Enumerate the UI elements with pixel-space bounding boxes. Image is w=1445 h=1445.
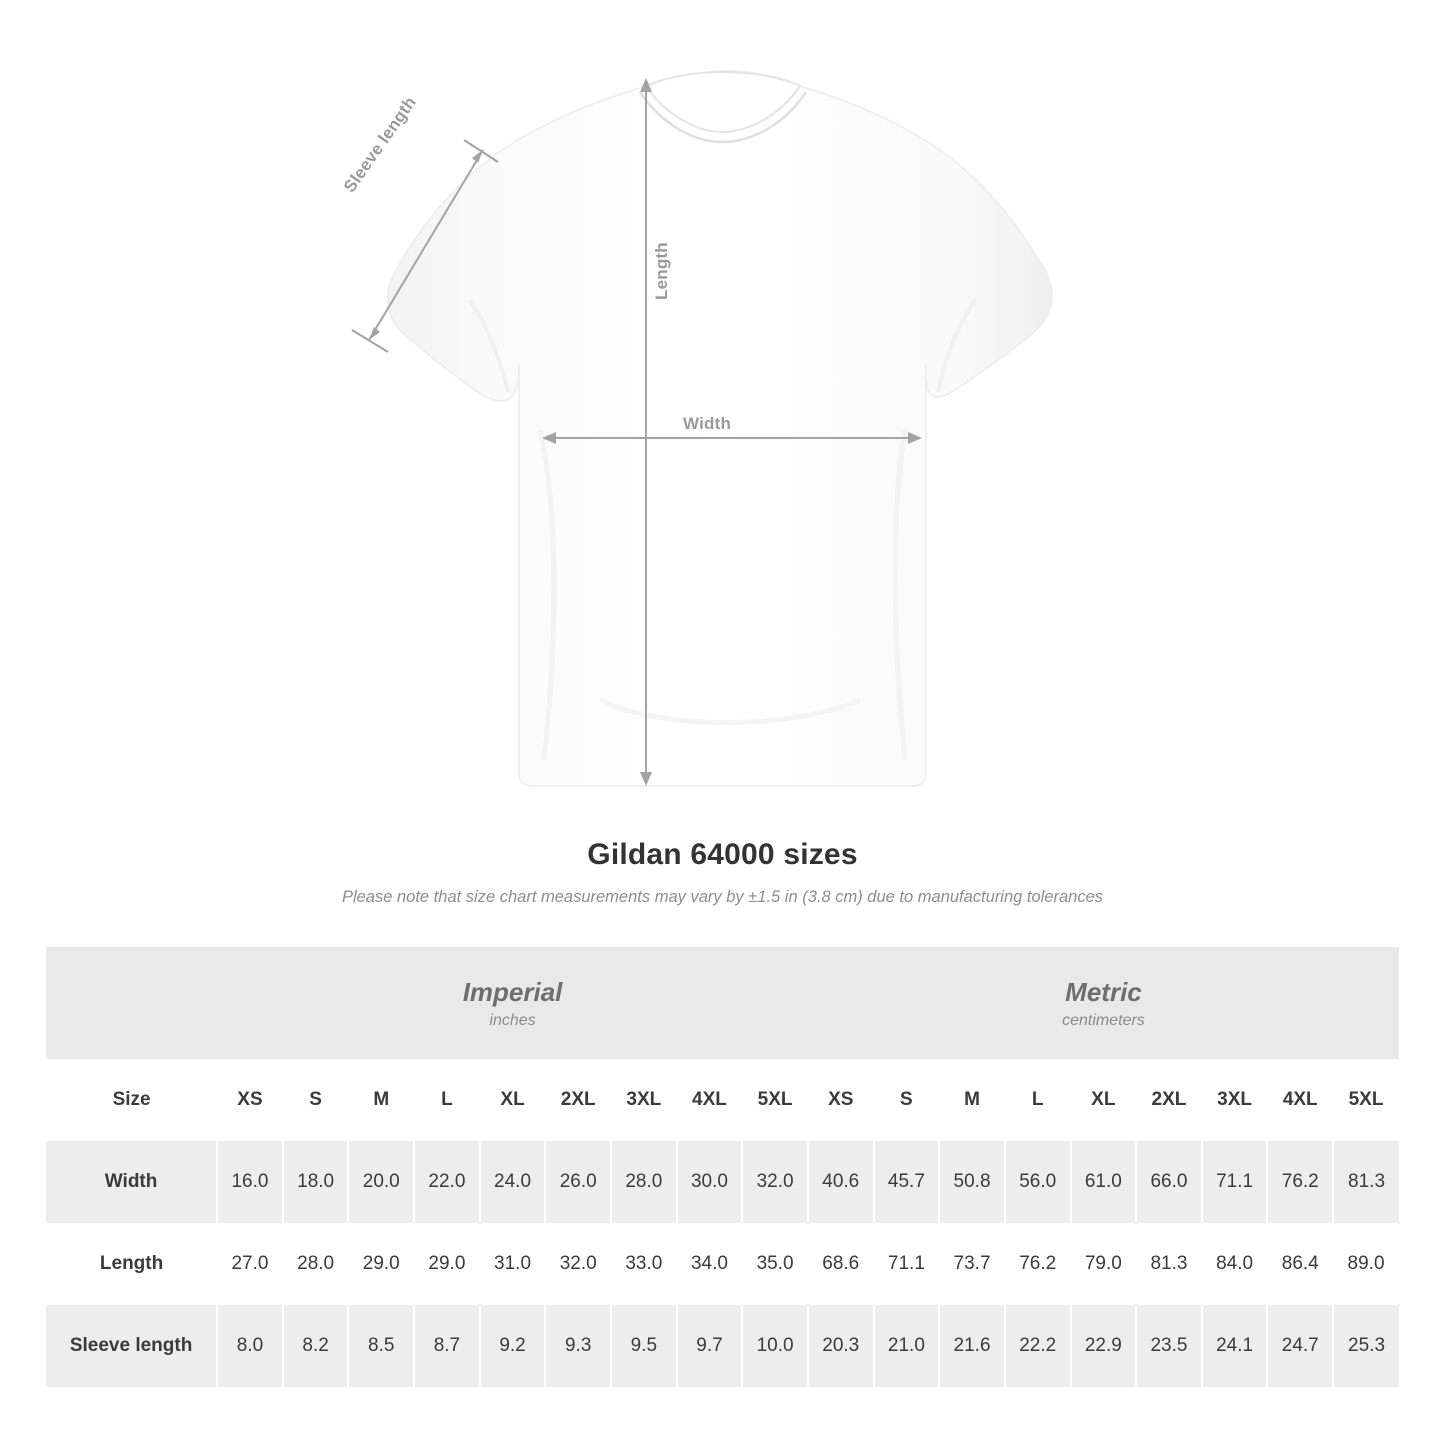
cell: 66.0 [1136, 1141, 1202, 1223]
cell: 81.3 [1136, 1223, 1202, 1305]
cell: 10.0 [742, 1305, 808, 1387]
cell: 35.0 [742, 1223, 808, 1305]
col-header: 3XL [1202, 1059, 1268, 1141]
row-label-width: Width [46, 1141, 217, 1223]
cell: 23.5 [1136, 1305, 1202, 1387]
table-row [46, 1305, 1399, 1387]
cell: 86.4 [1267, 1223, 1333, 1305]
cell: 31.0 [480, 1223, 546, 1305]
cell: 8.7 [414, 1305, 480, 1387]
cell: 71.1 [1202, 1141, 1268, 1223]
cell: 76.2 [1005, 1223, 1071, 1305]
cell: 61.0 [1071, 1141, 1137, 1223]
sleeve-length-label: Sleeve length [340, 93, 420, 196]
cell: 21.6 [939, 1305, 1005, 1387]
cell: 33.0 [611, 1223, 677, 1305]
cell: 9.7 [677, 1305, 743, 1387]
cell: 24.0 [480, 1141, 546, 1223]
width-label: Width [683, 414, 732, 433]
page-title: Gildan 64000 sizes [587, 838, 858, 871]
col-header: 3XL [611, 1059, 677, 1141]
cell: 8.2 [283, 1305, 349, 1387]
unit-spacer [46, 947, 217, 1059]
cell: 45.7 [874, 1141, 940, 1223]
cell: 40.6 [808, 1141, 874, 1223]
imperial-sub: inches [489, 1011, 536, 1029]
cell: 9.2 [480, 1305, 546, 1387]
cell: 73.7 [939, 1223, 1005, 1305]
length-label: Length [652, 242, 671, 300]
table-row [46, 1223, 1399, 1305]
cell: 76.2 [1267, 1141, 1333, 1223]
cell: 71.1 [874, 1223, 940, 1305]
cell: 79.0 [1071, 1223, 1137, 1305]
cell: 8.5 [348, 1305, 414, 1387]
col-header: 2XL [545, 1059, 611, 1141]
size-table-wrap [46, 947, 1399, 1387]
size-table [46, 947, 1399, 1387]
col-header: XS [808, 1059, 874, 1141]
cell: 8.0 [217, 1305, 283, 1387]
cell: 89.0 [1333, 1223, 1399, 1305]
metric-label: Metric [1065, 977, 1142, 1008]
cell: 9.5 [611, 1305, 677, 1387]
col-header: 4XL [677, 1059, 743, 1141]
col-header: M [348, 1059, 414, 1141]
cell: 32.0 [545, 1223, 611, 1305]
cell: 22.0 [414, 1141, 480, 1223]
size-header-row [46, 1059, 1399, 1141]
col-header: L [414, 1059, 480, 1141]
cell: 20.3 [808, 1305, 874, 1387]
cell: 30.0 [677, 1141, 743, 1223]
col-header: 5XL [1333, 1059, 1399, 1141]
col-header: XL [1071, 1059, 1137, 1141]
cell: 32.0 [742, 1141, 808, 1223]
cell: 56.0 [1005, 1141, 1071, 1223]
cell: 24.7 [1267, 1305, 1333, 1387]
cell: 25.3 [1333, 1305, 1399, 1387]
col-header: 2XL [1136, 1059, 1202, 1141]
size-header-label: Size [46, 1059, 217, 1141]
cell: 20.0 [348, 1141, 414, 1223]
cell: 68.6 [808, 1223, 874, 1305]
cell: 22.2 [1005, 1305, 1071, 1387]
cell: 28.0 [611, 1141, 677, 1223]
cell: 28.0 [283, 1223, 349, 1305]
tolerance-note: Please note that size chart measurements may vary by ±1.5 in (3.8 cm) due to manufacturing tolerances [341, 888, 1104, 906]
cell: 34.0 [677, 1223, 743, 1305]
cell: 50.8 [939, 1141, 1005, 1223]
col-header: S [874, 1059, 940, 1141]
cell: 22.9 [1071, 1305, 1137, 1387]
cell: 18.0 [283, 1141, 349, 1223]
col-header: S [283, 1059, 349, 1141]
col-header: M [939, 1059, 1005, 1141]
col-header: XS [217, 1059, 283, 1141]
unit-header-row [46, 947, 1399, 1059]
unit-group-metric [808, 947, 1399, 1059]
cell: 24.1 [1202, 1305, 1268, 1387]
metric-sub: centimeters [1062, 1011, 1145, 1029]
cell: 29.0 [414, 1223, 480, 1305]
table-row [46, 1141, 1399, 1223]
unit-group-imperial [217, 947, 808, 1059]
cell: 27.0 [217, 1223, 283, 1305]
imperial-label: Imperial [462, 977, 563, 1008]
cell: 81.3 [1333, 1141, 1399, 1223]
col-header: L [1005, 1059, 1071, 1141]
col-header: 5XL [742, 1059, 808, 1141]
col-header: 4XL [1267, 1059, 1333, 1141]
cell: 84.0 [1202, 1223, 1268, 1305]
cell: 29.0 [348, 1223, 414, 1305]
row-label-length: Length [46, 1223, 217, 1305]
row-label-sleeve-length: Sleeve length [46, 1305, 217, 1387]
cell: 9.3 [545, 1305, 611, 1387]
cell: 16.0 [217, 1141, 283, 1223]
cell: 21.0 [874, 1305, 940, 1387]
col-header: XL [480, 1059, 546, 1141]
cell: 26.0 [545, 1141, 611, 1223]
